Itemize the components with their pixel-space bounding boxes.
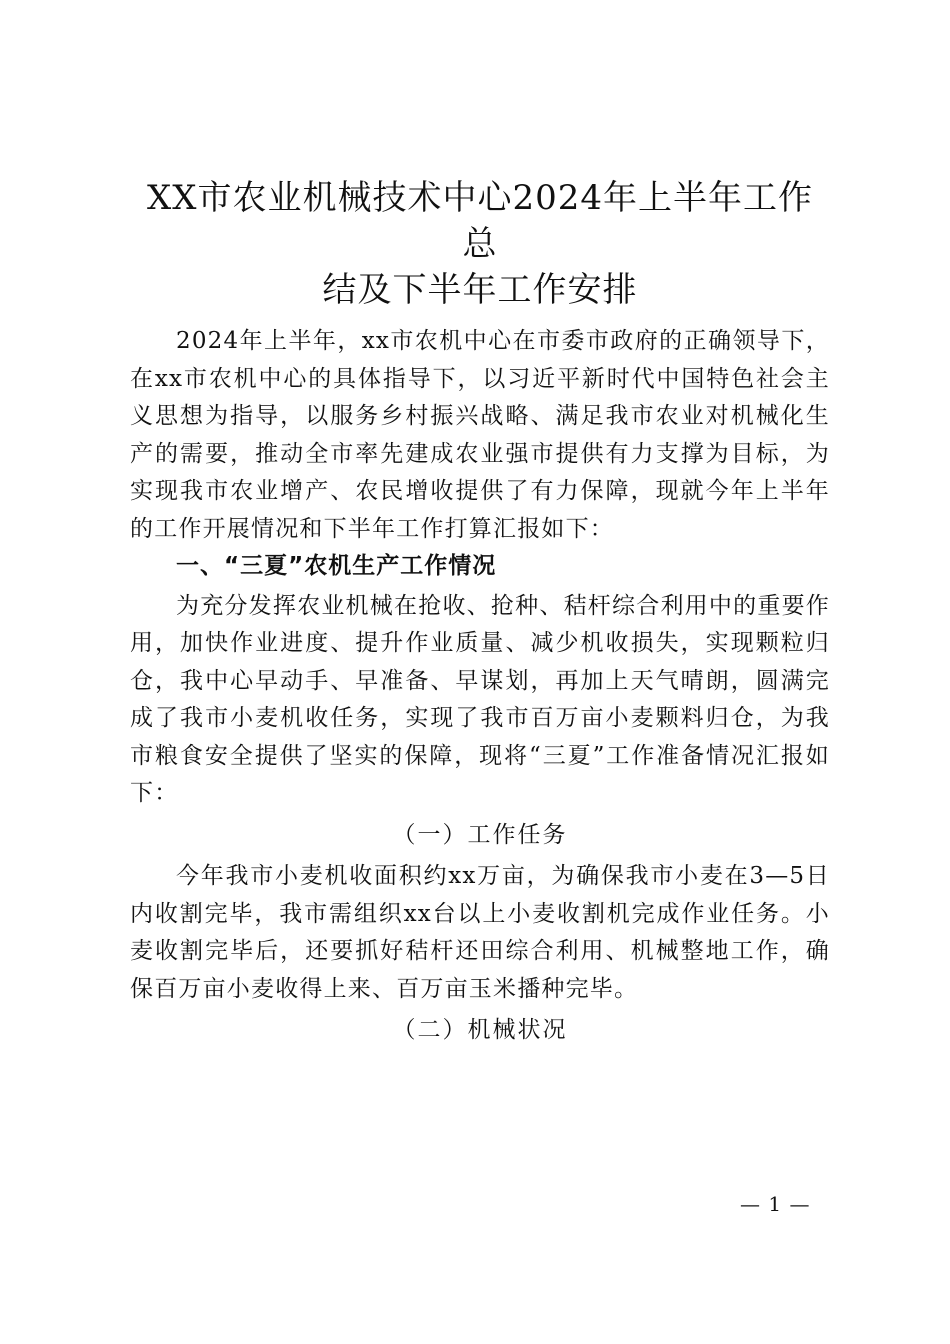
- subsection-1-heading: （一）工作任务: [392, 821, 568, 848]
- intro-paragraph: 2024年上半年，xx市农机中心在市委市政府的正确领导下，在xx市农机中心的具体指导下，以习近平新时代中国特色社会主义思想为指导，以服务乡村振兴战略、满足我市农业对机械化生产的需要，推动全市率先建成农业强市提供有力支撑为目标，为实现我市农业增产、农民增收提供了有力保障，现就今年上半年的工作开展情况和下半年工作打算汇报如下：: [130, 328, 830, 542]
- subsection-1-paragraph: 今年我市小麦机收面积约xx万亩，为确保我市小麦在3—5日内收割完毕，我市需组织xx台以上小麦收割机完成作业任务。小麦收割完毕后，还要抓好秸杆还田综合利用、机械整地工作，确保百万亩小麦收得上来、百万亩玉米播种完毕。: [130, 863, 830, 1002]
- title-line-2: 结及下半年工作安排: [322, 270, 638, 310]
- section-1-heading: 一、“三夏”农机生产工作情况: [176, 553, 497, 579]
- title-line-1: XX市农业机械技术中心2024年上半年工作总: [147, 178, 813, 264]
- subsection-2-heading: （二）机械状况: [392, 1017, 568, 1043]
- page-number: — 1 —: [740, 1192, 811, 1216]
- section-1-paragraph: 为充分发挥农业机械在抢收、抢种、秸杆综合利用中的重要作用，加快作业进度、提升作业质量、减少机收损失，实现颗粒归仓，我中心早动手、早准备、早谋划，再加上天气晴朗，圆满完成了我市小麦机收任务，实现了我市百万亩小麦颗料归仓，为我市粮食安全提供了坚实的保障，现将“三夏”工作准备情况汇报如下：: [130, 592, 830, 806]
- document-page: [130, 175, 830, 1054]
- document-title: [130, 175, 830, 313]
